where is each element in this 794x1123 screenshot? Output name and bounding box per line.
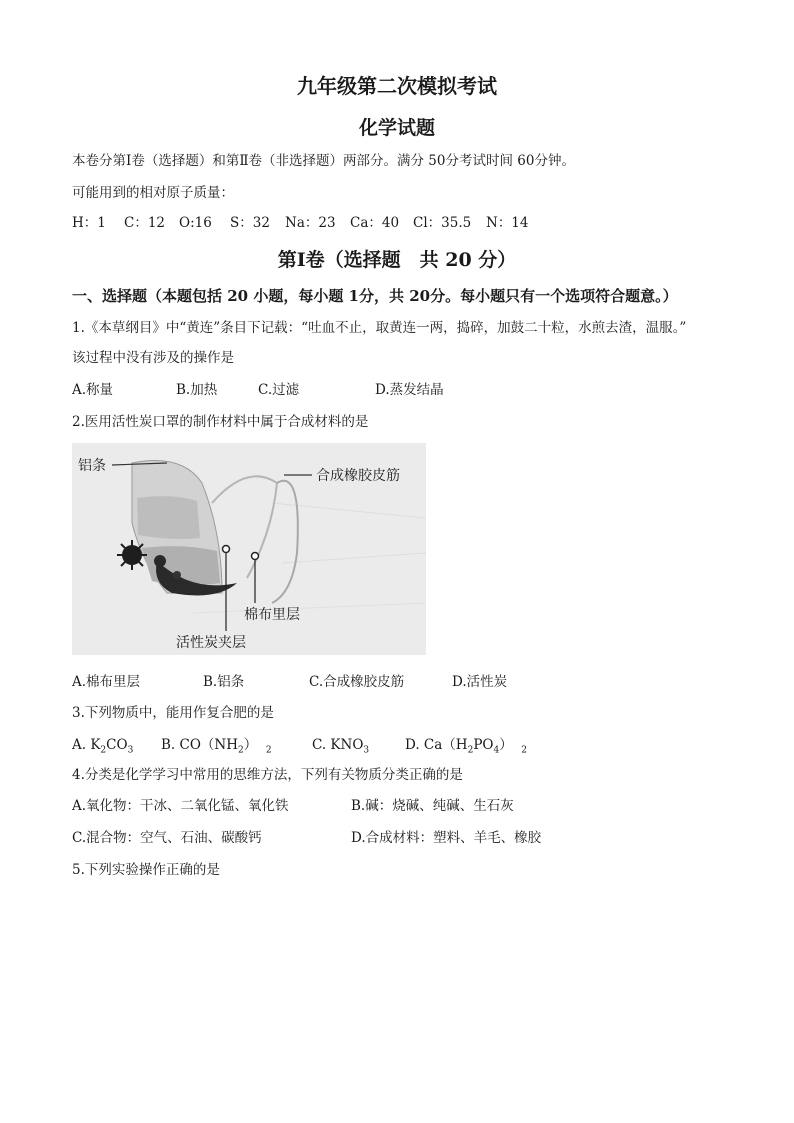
q3-option-d[interactable]: D. $Ca(H_2PO_4)$ $_2$ [405,737,528,756]
atomic-mass-item: Na：23 [285,215,336,231]
q2-option-b[interactable]: B.铝条 [203,674,245,690]
mask-fold [137,496,200,539]
q1-option-a[interactable]: A.称量 [72,382,114,398]
q4-option-b[interactable]: B.碱：烧碱、纯碱、生石灰 [351,798,514,814]
question-2-stem: 2.医用活性炭口罩的制作材料中属于合成材料的是 [72,414,369,430]
q2-option-a[interactable]: A.棉布里层 [72,674,141,690]
marker-carbon-layer [223,546,230,553]
marker-cotton-layer [252,553,259,560]
label-carbon-layer: 活性炭夹层 [176,635,246,651]
label-rubber-band: 合成橡胶皮筋 [316,468,400,484]
atomic-mass-label: 可能用到的相对原子质量： [72,185,234,201]
q3-option-b[interactable]: B. $CO(NH_2)$ $_2$ [161,737,272,756]
q4-option-d[interactable]: D.合成材料：塑料、羊毛、橡胶 [351,830,542,846]
q3-option-c[interactable]: C. $KNO_3$ [312,737,370,756]
mask-diagram-svg [72,443,426,655]
question-5-stem: 5.下列实验操作正确的是 [72,862,220,878]
part1-title: 第Ⅰ卷（选择题 共 20 分） [277,249,517,271]
instructions: 本卷分第Ⅰ卷（选择题）和第Ⅱ卷（非选择题）两部分。满分 50分考试时间 60分钟。 [72,153,575,169]
atomic-mass-item: Ca：40 [350,215,400,231]
q2-option-d[interactable]: D.活性炭 [452,674,508,690]
question-3-stem: 3.下列物质中，能用作复合肥的是 [72,705,274,721]
question-1-stem: 1.《本草纲目》中“黄连”条目下记载：“吐血不止，取黄连一两，捣碎，加鼓二十粒，水煎去渣，温服。” [72,320,687,336]
subject-title: 化学试题 [358,117,435,139]
atomic-mass-item: Cl：35.5 [413,215,472,231]
q1-option-c[interactable]: C.过滤 [258,382,300,398]
label-cotton-layer: 棉布里层 [244,607,300,623]
mask-diagram [72,443,426,655]
atomic-mass-item: H：1 [72,215,106,231]
section-heading: 一、选择题（本题包括 20 小题，每小题 1分，共 20分。每小题只有一个选项符合题意。） [72,287,678,305]
atomic-mass-list [72,214,529,232]
atomic-mass-item: C：12 [124,215,166,231]
q3-option-a[interactable]: A. $K_2CO_3$ [72,737,134,756]
q1-option-d[interactable]: D.蒸发结晶 [375,382,444,398]
question-1-stem-line2: 该过程中没有涉及的操作是 [72,350,234,366]
q4-option-c[interactable]: C.混合物：空气、石油、碳酸钙 [72,830,262,846]
label-aluminum-strip: 铝条 [78,458,106,474]
atomic-mass-item: O:16 [179,215,212,231]
atomic-mass-item: N：14 [486,215,529,231]
q4-option-a[interactable]: A.氧化物：干冰、二氧化锰、氧化铁 [72,798,289,814]
exam-title: 九年级第二次模拟考试 [297,74,497,98]
question-4-stem: 4.分类是化学学习中常用的思维方法，下列有关物质分类正确的是 [72,767,463,783]
q2-option-c[interactable]: C.合成橡胶皮筋 [309,674,405,690]
atomic-mass-item: S：32 [230,215,270,231]
q1-option-b[interactable]: B.加热 [176,382,218,398]
